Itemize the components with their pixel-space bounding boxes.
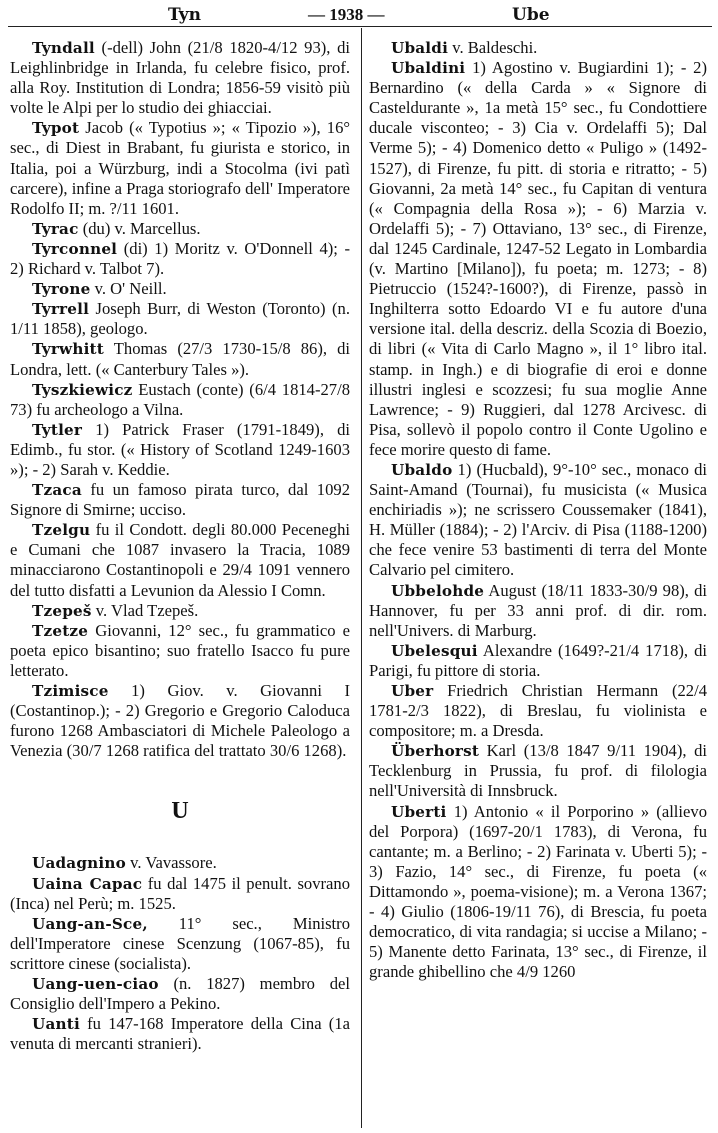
entry-headword: Tzelgu: [32, 521, 91, 540]
dictionary-entry: [369, 38, 707, 58]
dictionary-entry: [10, 279, 350, 299]
header-last-word: Ube: [512, 5, 550, 25]
entry-headword: Tyrconnel: [32, 239, 118, 258]
dictionary-entry: [10, 974, 350, 1014]
entry-text: Joseph Burr, di Weston (Toronto) (n. 1/11 1858), geologo.: [10, 299, 350, 339]
dictionary-entry: [10, 219, 350, 239]
dictionary-entry: [369, 741, 707, 801]
entry-headword: Tyrac: [32, 219, 79, 238]
entry-text: (du) v. Marcellus.: [78, 218, 201, 238]
dictionary-entry: [10, 38, 350, 118]
entry-headword: Uber: [391, 682, 434, 700]
entry-text: fu 147-168 Imperatore della Cina (1a venuta di mercanti stranieri).: [10, 1014, 350, 1054]
entry-text: fu un famoso pirata turco, dal 1092 Signore di Smirne; ucciso.: [10, 480, 350, 520]
entry-text: 1) (Hucbald), 9°-10° sec., monaco di Saint-Amand (Tournai), fu musicista (« Musica enchiriadis »); ne scrissero Coussemaker (1841), H. Müller (1884); - 2) l'Arciv. di Pisa (1188-1200) che fece venire 53 bastimenti di terra del Monte Calvario pel cimitero.: [369, 459, 707, 580]
dictionary-entry: [10, 914, 350, 974]
dictionary-entry: [369, 802, 707, 983]
entry-headword: Tzimisce: [32, 682, 109, 700]
entry-text: 1) Agostino v. Bugiardini 1); - 2) Bernardino (« della Carda » « Signore di Casteldurante », 1a metà 15° sec., fu Condottiere ducale visconteo; - 3) Cia v. Ordelaffi 5); Dal Verme 5); - 4) Domenico detto « Puligo » (1492-1527), di Firenze, fu pitt. di storia e ritratto; - 5) Giovanni, 2a metà 14° sec., fu Capitan di ventura (« Compagnia della Rosa »); - 6) Marzia v. Ordelaffi 5); - 7) Ottaviano, 13° sec., di Firenze, dal 1245 Cardinale, 1247-52 Legato in Lombardia (v. Martino [Milano]), fu poeta; m. 1273; - 8) Pietruccio (1524?-1600?), di Firenze, passò in Inghilterra sotto Edoardo VI e fu autore d'una versione ital. della descriz. della Scozia di Boezio, di libri (« Vita di Carlo Magno », il 1° libro ital. stamp. in Ingh.) e di biografie di eroi e donne illustri inglesi e scozzesi; fu sua moglie Anne Lawrence; - 9) Ruggieri, dal 1278 Arcivesc. di Pisa, sollevò il popolo contro il Conte Ugolino e fece morire questo di fame.: [369, 58, 707, 459]
entry-headword: Tyszkiewicz: [32, 380, 133, 399]
entry-text: (n. 1827) membro del Consiglio dell'Impero a Pekino.: [10, 974, 350, 1014]
dictionary-entry: [10, 1014, 350, 1054]
entry-text: v. Vavassore.: [125, 853, 217, 873]
entry-headword: Ubbelohde: [391, 581, 485, 600]
dictionary-entry: [10, 621, 350, 681]
entry-headword: Überhorst: [391, 742, 480, 761]
entry-headword: Ubaldo: [391, 460, 453, 479]
dictionary-entry: [10, 299, 350, 339]
dictionary-entry: [369, 641, 707, 681]
dictionary-entry: [10, 239, 350, 279]
entry-text: fu dal 1475 il penult. sovrano (Inca) nel Perù; m. 1525.: [10, 873, 350, 913]
entry-text: v. Baldeschi.: [448, 38, 538, 57]
header-first-word: Tyn: [168, 5, 202, 25]
entry-headword: Typot: [32, 119, 80, 138]
entry-headword: Tytler: [32, 420, 83, 439]
dictionary-entry: [10, 853, 350, 873]
dictionary-entry: [10, 380, 350, 420]
dictionary-entry: [369, 581, 707, 641]
dictionary-entry: [10, 480, 350, 520]
dictionary-entry: [369, 681, 707, 741]
entry-headword: Uanti: [32, 1015, 80, 1034]
entry-headword: Uadagnino: [32, 854, 126, 873]
entry-text: Jacob (« Typotius »; « Tipozio »), 16° sec., di Diest in Brabant, fu giurista e storico, in Italia, poi a Würzburg, indi a Stocolma (ivi patì carcere), infine a Praga storiografo dell' Imperatore Rodolfo II; m. ?/11 1601.: [10, 118, 350, 218]
entry-text: Friedrich Christian Hermann (22/4 1781-2/3 1822), di Breslau, fu violinista e compositore; m. a Dresda.: [369, 681, 707, 741]
entry-text: fu il Condott. degli 80.000 Peceneghi e Cumani che 1087 invasero la Tracia, 1089 minacciarono Costantinopoli e 29/4 1091 vennero del tutto disfatti a Levunion da Alessio I Comn.: [10, 520, 350, 600]
dictionary-entry: [10, 520, 350, 600]
entry-headword: Ubelesqui: [391, 641, 478, 660]
dictionary-entry: [10, 681, 350, 761]
page-number: — 1938 —: [308, 5, 385, 24]
entry-text: (di) 1) Moritz v. O'Donnell 4); - 2) Richard v. Talbot 7).: [10, 238, 350, 279]
entry-text: 1) Giov. v. Giovanni I (Costantinop.); - 2) Gregorio e Gregorio Caloduca furono 1268 Ambasciatori di Michele Paleologo a Venezia (30/7 1268 ratifica del trattato 30/6 1268).: [10, 681, 350, 761]
entry-headword: Tyrone: [32, 280, 91, 299]
entry-headword: Uang-an-Sce,: [32, 914, 148, 933]
dictionary-entry: [10, 601, 350, 621]
column-divider: [361, 28, 362, 1128]
entry-headword: Tzaca: [32, 481, 82, 500]
entry-headword: Uberti: [391, 802, 447, 821]
entry-text: 11° sec., Ministro dell'Imperatore cinese Scenzung (1067-85), fu scrittore cinese (socialista).: [10, 913, 350, 973]
page-header: [0, 0, 718, 26]
entry-headword: Tyrwhitt: [32, 340, 104, 359]
entry-text: v. O' Neill.: [90, 279, 167, 299]
entry-headword: Tyndall: [32, 39, 95, 57]
right-entries: [369, 38, 707, 982]
entry-text: 1) Patrick Fraser (1791-1849), di Edimb., fu stor. (« History of Scotland 1249-1603 »); - 2) Sarah v. Keddie.: [10, 419, 350, 479]
entry-text: (-dell) John (21/8 1820-4/12 93), di Leighlinbridge in Irlanda, fu celebre fisico, prof. alla Roy. Institution di Londra; 1856-59 visitò più volte le Alpi per lo studio dei ghiacciai.: [10, 38, 350, 118]
entry-text: Giovanni, 12° sec., fu grammatico e poeta epico bisantino; suo fratello Isacco fu pure letterato.: [10, 620, 350, 680]
entry-text: Eustach (conte) (6/4 1814-27/8 73) fu archeologo a Vilna.: [10, 379, 350, 419]
entry-headword: Uang-uen-ciao: [32, 975, 159, 994]
entry-headword: Ubaldini: [391, 59, 466, 78]
left-column: [10, 38, 350, 1054]
entry-headword: Tyrrell: [32, 300, 90, 319]
entry-text: Karl (13/8 1847 9/11 1904), di Tecklenburg in Prussia, fu prof. di filologia nell'Università di Innsbruck.: [369, 741, 707, 801]
header-rule: [8, 26, 712, 27]
entry-text: v. Vlad Tzepeš.: [91, 600, 199, 620]
entry-text: August (18/11 1833-30/9 98), di Hannover, fu per 33 anni prof. di dir. rom. nell'Univers. di Marburg.: [369, 580, 707, 640]
dictionary-entry: [10, 420, 350, 480]
section-letter: U: [171, 798, 189, 825]
dictionary-entry: [10, 118, 350, 218]
dictionary-entry: [369, 58, 707, 460]
right-column: [369, 38, 707, 982]
entry-headword: Uaina Capac: [32, 874, 143, 893]
left-entries-before: [10, 38, 350, 761]
dictionary-entry: [10, 874, 350, 914]
entry-headword: Ubaldi: [391, 39, 449, 57]
entry-text: 1) Antonio « il Porporino » (allievo del Porpora) (1697-20/1 1783), di Verona, fu cantante; m. a Berlino; - 2) Farinata v. Uberti 5); - 3) Fazio, 14° sec., di Firenze, fu poeta (« Dittamondo », poema-visione); m. a Verona 1367; - 4) Giulio (1806-19/11 76), di Brescia, fu poeta democratico, di vita randagia; si uccise a Milano; - 5) Manente detto Farinata, 13° sec., di Firenze, il grande ghibellino che 4/9 1260: [369, 801, 707, 982]
left-entries-after: [10, 853, 350, 1054]
entry-headword: Tzepeš: [32, 601, 92, 620]
entry-headword: Tzetze: [32, 621, 89, 640]
entry-text: Thomas (27/3 1730-15/8 86), di Londra, lett. (« Canterbury Tales »).: [10, 339, 350, 379]
dictionary-entry: [369, 460, 707, 581]
dictionary-entry: [10, 339, 350, 379]
entry-text: Alexandre (1649?-21/4 1718), di Parigi, fu pittore di storia.: [369, 640, 707, 680]
